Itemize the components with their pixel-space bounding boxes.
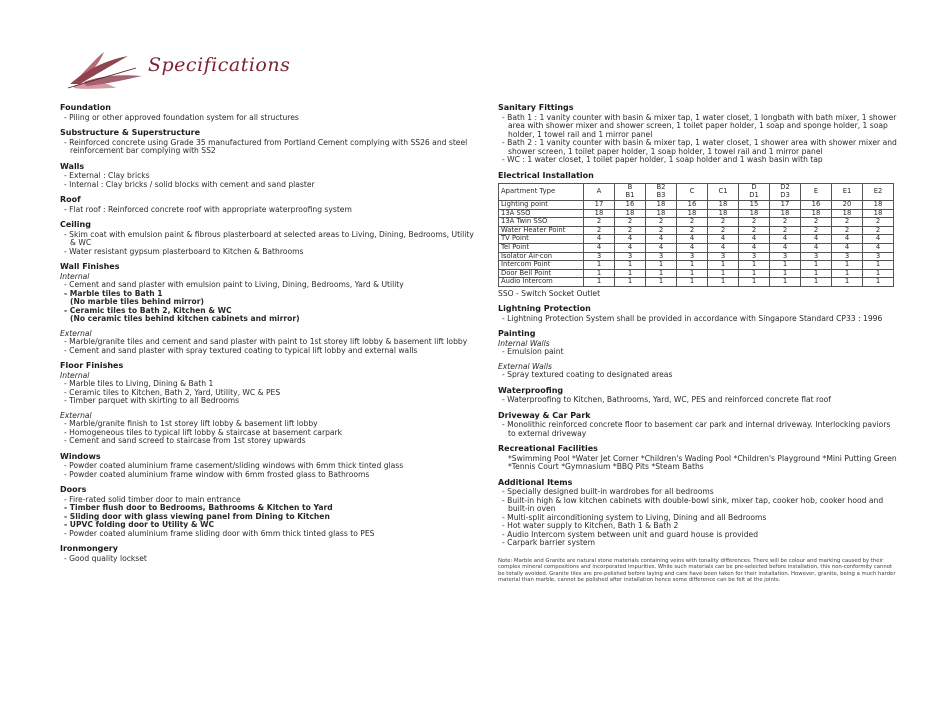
table-cell: 1 (863, 278, 894, 287)
table-cell: 2 (677, 218, 708, 227)
list-item: - Specially designed built-in wardrobes for all bedrooms (498, 488, 898, 497)
table-cell: 1 (677, 278, 708, 287)
doors-section (60, 486, 478, 538)
table-cell: 3 (832, 252, 863, 261)
list-item: - Powder coated aluminium frame window with 6mm frosted glass to Bathrooms (60, 471, 478, 480)
column-header-apartment-type: Apartment Type (499, 184, 584, 201)
list-item: - Internal : Clay bricks / solid blocks with cement and sand plaster (60, 181, 478, 190)
list-item: - WC : 1 water closet, 1 toilet paper holder, 1 soap holder and 1 wash basin with tap (498, 156, 898, 165)
row-label: Water Heater Point (499, 226, 584, 235)
walls-section (60, 163, 478, 190)
table-row (499, 226, 894, 235)
table-cell: 4 (584, 243, 615, 252)
table-cell: 4 (863, 235, 894, 244)
table-cell: 18 (801, 209, 832, 218)
table-cell: 18 (770, 209, 801, 218)
section-heading: Floor Finishes (60, 361, 124, 370)
table-cell: 1 (615, 278, 646, 287)
table-cell: 4 (770, 243, 801, 252)
table-body (499, 201, 894, 287)
table-cell: 4 (677, 243, 708, 252)
table-cell: 2 (770, 226, 801, 235)
column-header-type: A (584, 184, 615, 201)
list-item: - Monolithic reinforced concrete floor to basement car park and internal driveway. Interlocking paviors to external driveway (498, 421, 898, 438)
section-heading: Foundation (60, 103, 111, 112)
row-label: 13A SSO (499, 209, 584, 218)
table-cell: 2 (801, 226, 832, 235)
table-cell: 1 (739, 278, 770, 287)
section-heading: Ironmongery (60, 544, 118, 553)
windows-section (60, 453, 478, 480)
list-item-note: (No ceramic tiles behind kitchen cabinets and mirror) (70, 314, 300, 323)
list-item: - Bath 2 : 1 vanity counter with basin & mixer tap, 1 water closet, 1 shower area with shower mixer and shower screen, 1 toilet paper holder, 1 soap holder, 1 towel rail and 1 mirror panel (498, 139, 898, 156)
table-cell: 1 (739, 269, 770, 278)
left-column (60, 104, 478, 570)
additional-section (498, 479, 898, 548)
list-item: - Spray textured coating to designated areas (498, 371, 898, 380)
table-cell: 4 (646, 243, 677, 252)
table-row (499, 201, 894, 210)
orchid-leaf-icon (66, 50, 146, 92)
section-heading: Driveway & Car Park (498, 410, 591, 420)
table-cell: 1 (646, 269, 677, 278)
section-heading: Additional Items (498, 477, 573, 487)
table-cell: 2 (708, 226, 739, 235)
table-cell: 1 (615, 269, 646, 278)
right-column (498, 104, 898, 584)
row-label: 13A Twin SSO (499, 218, 584, 227)
table-cell: 1 (708, 261, 739, 270)
table-header-row (499, 184, 894, 201)
table-cell: 1 (770, 269, 801, 278)
subheading-external: External Walls (498, 361, 552, 371)
list-item: - Multi-split airconditioning system to Living, Dining and all Bedrooms (498, 514, 898, 523)
column-header-type: E1 (832, 184, 863, 201)
table-cell: 4 (863, 243, 894, 252)
list-item: - Timber parquet with skirting to all Bedrooms (60, 397, 478, 406)
column-header-type: E (801, 184, 832, 201)
table-cell: 1 (584, 278, 615, 287)
table-cell: 3 (677, 252, 708, 261)
table-cell: 1 (646, 278, 677, 287)
list-item: - Lightning Protection System shall be provided in accordance with Singapore Standard CP33 : 1996 (498, 315, 898, 324)
table-cell: 18 (863, 209, 894, 218)
table-cell: 2 (863, 226, 894, 235)
table-cell: 2 (677, 226, 708, 235)
table-cell: 2 (863, 218, 894, 227)
table-cell: 2 (584, 226, 615, 235)
list-item: - UPVC folding door to Utility & WC (60, 521, 478, 530)
table-cell: 1 (832, 261, 863, 270)
section-heading: Wall Finishes (60, 262, 120, 271)
table-cell: 2 (801, 218, 832, 227)
header (66, 50, 366, 92)
ceiling-section (60, 221, 478, 256)
table-cell: 4 (832, 243, 863, 252)
list-item: - Marble/granite finish to 1st storey lift lobby & basement lift lobby (60, 420, 478, 429)
painting-section (498, 330, 898, 380)
table-cell: 4 (584, 235, 615, 244)
table-cell: 20 (832, 201, 863, 210)
table-cell: 4 (615, 243, 646, 252)
table-cell: 15 (739, 201, 770, 210)
subheading-external: External (60, 328, 92, 338)
roof-section (60, 196, 478, 214)
floor-finishes-section (60, 362, 478, 446)
material-note: Note: Marble and Granite are natural stone materials containing veins with tonality differences. There will be colour and marking caused by their complex mineral compositions and incorporated impurities. While such materials can be pre-selected before installation, this non-conformity cannot be totally avoided. Granite tiles are pre-polished before laying and care have been taken for their installation. However, granite, being a much harder material than marble, cannot be polished after installation hence some difference can be felt at the joints. (498, 557, 896, 584)
list-item: - Powder coated aluminium frame sliding door with 6mm thick tinted glass to PES (60, 530, 478, 539)
table-cell: 2 (832, 218, 863, 227)
list-item: - Waterproofing to Kitchen, Bathrooms, Yard, WC, PES and reinforced concrete flat roof (498, 396, 898, 405)
table-cell: 1 (584, 269, 615, 278)
electrical-table (498, 183, 894, 287)
lightning-section (498, 305, 898, 323)
table-cell: 3 (615, 252, 646, 261)
list-item: - Powder coated aluminium frame casement/sliding windows with 6mm thick tinted glass (60, 462, 478, 471)
table-cell: 16 (615, 201, 646, 210)
table-cell: 1 (863, 269, 894, 278)
table-cell: 18 (863, 201, 894, 210)
list-item: - Good quality lockset (60, 555, 478, 564)
page-title: Specifications (148, 54, 291, 76)
table-cell: 3 (739, 252, 770, 261)
row-label: Door Bell Point (499, 269, 584, 278)
column-header-type: C1 (708, 184, 739, 201)
table-row (499, 261, 894, 270)
row-label: Lighting point (499, 201, 584, 210)
section-heading: Sanitary Fittings (498, 103, 574, 112)
table-cell: 1 (615, 261, 646, 270)
list-item: - External : Clay bricks (60, 172, 478, 181)
list-item: - Cement and sand plaster with emulsion paint to Living, Dining, Bedrooms, Yard & Utility (60, 281, 478, 290)
table-cell: 3 (770, 252, 801, 261)
list-item: - Cement and sand screed to staircase from 1st storey upwards (60, 437, 478, 446)
table-cell: 4 (832, 235, 863, 244)
table-cell: 18 (646, 209, 677, 218)
list-item: - Flat roof : Reinforced concrete roof with appropriate waterproofing system (60, 206, 478, 215)
list-item: - Built-in high & low kitchen cabinets with double-bowl sink, mixer tap, cooker hob, cooker hood and built-in oven (498, 497, 898, 514)
table-cell: 2 (584, 218, 615, 227)
table-cell: 1 (801, 261, 832, 270)
recreational-section (498, 445, 898, 472)
table-cell: 1 (832, 278, 863, 287)
list-item: - Marble tiles to Living, Dining & Bath 1 (60, 380, 478, 389)
table-cell: 16 (677, 201, 708, 210)
table-cell: 1 (801, 269, 832, 278)
table-cell: 2 (646, 218, 677, 227)
list-item: - Ceramic tiles to Kitchen, Bath 2, Yard, Utility, WC & PES (60, 389, 478, 398)
table-cell: 4 (677, 235, 708, 244)
list-item: - Audio Intercom system between unit and guard house is provided (498, 531, 898, 540)
table-cell: 1 (646, 261, 677, 270)
table-cell: 18 (832, 209, 863, 218)
table-cell: 1 (770, 278, 801, 287)
table-cell: 1 (801, 278, 832, 287)
list-item: - Marble tiles to Bath 1 (60, 290, 478, 299)
column-header-type: E2 (863, 184, 894, 201)
table-cell: 4 (646, 235, 677, 244)
table-cell: 18 (708, 201, 739, 210)
subheading-internal: Internal (60, 271, 90, 281)
section-heading: Waterproofing (498, 385, 564, 395)
waterproofing-section (498, 387, 898, 405)
table-cell: 3 (801, 252, 832, 261)
subheading-internal: Internal Walls (498, 338, 550, 348)
sanitary-section (498, 104, 898, 165)
driveway-section (498, 412, 898, 439)
section-heading: Roof (60, 195, 81, 204)
table-cell: 4 (615, 235, 646, 244)
section-heading: Ceiling (60, 220, 91, 229)
table-row (499, 269, 894, 278)
table-cell: 1 (770, 261, 801, 270)
table-cell: 1 (832, 269, 863, 278)
list-item: - Cement and sand plaster with spray textured coating to typical lift lobby and external walls (60, 347, 478, 356)
table-cell: 2 (832, 226, 863, 235)
table-cell: 17 (770, 201, 801, 210)
facilities-text: *Swimming Pool *Water Jet Corner *Children's Wading Pool *Children's Playground *Mini Putting Green *Tennis Court *Gymnasium *BBQ Pits *Steam Baths (508, 453, 897, 472)
row-label: Intercom Point (499, 261, 584, 270)
column-header-type: C (677, 184, 708, 201)
column-header-type: B B1 (615, 184, 646, 201)
list-item: - Fire-rated solid timber door to main entrance (60, 496, 478, 505)
table-row (499, 243, 894, 252)
table-footnote: SSO - Switch Socket Outlet (498, 288, 601, 298)
section-heading: Doors (60, 485, 87, 494)
row-label: TV Point (499, 235, 584, 244)
column-header-type: D2 D3 (770, 184, 801, 201)
list-item: - Hot water supply to Kitchen, Bath 1 & Bath 2 (498, 522, 898, 531)
table-cell: 1 (863, 261, 894, 270)
subheading-external: External (60, 410, 92, 420)
table-cell: 1 (708, 278, 739, 287)
table-cell: 2 (739, 218, 770, 227)
table-cell: 2 (739, 226, 770, 235)
table-cell: 2 (615, 226, 646, 235)
table-row (499, 252, 894, 261)
table-cell: 4 (708, 243, 739, 252)
list-item: - Sliding door with glass viewing panel from Dining to Kitchen (60, 513, 478, 522)
list-item: - Emulsion paint (498, 348, 898, 357)
subheading-internal: Internal (60, 370, 90, 380)
table-cell: 4 (770, 235, 801, 244)
row-label: Isolator Air-con (499, 252, 584, 261)
column-header-type: D D1 (739, 184, 770, 201)
table-cell: 17 (584, 201, 615, 210)
table-cell: 18 (708, 209, 739, 218)
list-item: - Bath 1 : 1 vanity counter with basin & mixer tap, 1 water closet, 1 longbath with bath mixer, 1 shower area with shower mixer and shower screen, 1 toilet paper holder, 1 soap and sponge holder, 1 soap holder, 1 towel rail and 1 mirror panel (498, 114, 898, 140)
table-cell: 1 (677, 261, 708, 270)
list-item-note: (No marble tiles behind mirror) (70, 297, 204, 306)
table-cell: 3 (646, 252, 677, 261)
table-cell: 3 (708, 252, 739, 261)
table-row (499, 218, 894, 227)
table-cell: 18 (677, 209, 708, 218)
substructure-section (60, 129, 478, 156)
list-item: - Homogeneous tiles to typical lift lobby & staircase at basement carpark (60, 429, 478, 438)
table-cell: 1 (708, 269, 739, 278)
table-cell: 18 (739, 209, 770, 218)
list-item: - Timber flush door to Bedrooms, Bathrooms & Kitchen to Yard (60, 504, 478, 513)
list-item: - Piling or other approved foundation system for all structures (60, 114, 478, 123)
table-cell: 1 (584, 261, 615, 270)
electrical-section (498, 172, 898, 299)
table-cell: 1 (739, 261, 770, 270)
table-cell: 2 (770, 218, 801, 227)
table-cell: 4 (801, 243, 832, 252)
table-row (499, 235, 894, 244)
table-cell: 4 (739, 235, 770, 244)
row-label: Audio Intercom (499, 278, 584, 287)
section-heading: Lightning Protection (498, 304, 591, 314)
table-cell: 2 (708, 218, 739, 227)
table-cell: 2 (646, 226, 677, 235)
list-item: - Water resistant gypsum plasterboard to Kitchen & Bathrooms (60, 248, 478, 257)
list-item: - Skim coat with emulsion paint & fibrous plasterboard at selected areas to Living, Dining, Bedrooms, Utility & WC (60, 231, 478, 248)
table-row (499, 209, 894, 218)
table-cell: 4 (739, 243, 770, 252)
foundation-section (60, 104, 478, 122)
table-cell: 1 (677, 269, 708, 278)
table-cell: 4 (801, 235, 832, 244)
section-heading: Substructure & Superstructure (60, 128, 201, 137)
list-item: - Ceramic tiles to Bath 2, Kitchen & WC (60, 307, 478, 316)
table-row (499, 278, 894, 287)
table-cell: 18 (615, 209, 646, 218)
wall-finishes-section (60, 263, 478, 355)
list-item: - Carpark barrier system (498, 539, 898, 548)
section-heading: Windows (60, 451, 101, 461)
table-cell: 2 (615, 218, 646, 227)
column-header-type: B2 B3 (646, 184, 677, 201)
section-heading: Recreational Facilities (498, 444, 598, 454)
table-cell: 3 (584, 252, 615, 261)
table-cell: 18 (584, 209, 615, 218)
section-heading: Walls (60, 161, 85, 171)
table-cell: 18 (646, 201, 677, 210)
table-cell: 16 (801, 201, 832, 210)
list-item: - Marble/granite tiles and cement and sand plaster with paint to 1st storey lift lobby & basement lift lobby (60, 338, 478, 347)
table-cell: 3 (863, 252, 894, 261)
table-cell: 4 (708, 235, 739, 244)
row-label: Tel Point (499, 243, 584, 252)
ironmongery-section (60, 545, 478, 563)
section-heading: Painting (498, 329, 536, 339)
section-heading: Electrical Installation (498, 170, 594, 180)
list-item: - Reinforced concrete using Grade 35 manufactured from Portland Cement complying with SS26 and steel reinforcement bar complying with SS2 (60, 139, 478, 156)
